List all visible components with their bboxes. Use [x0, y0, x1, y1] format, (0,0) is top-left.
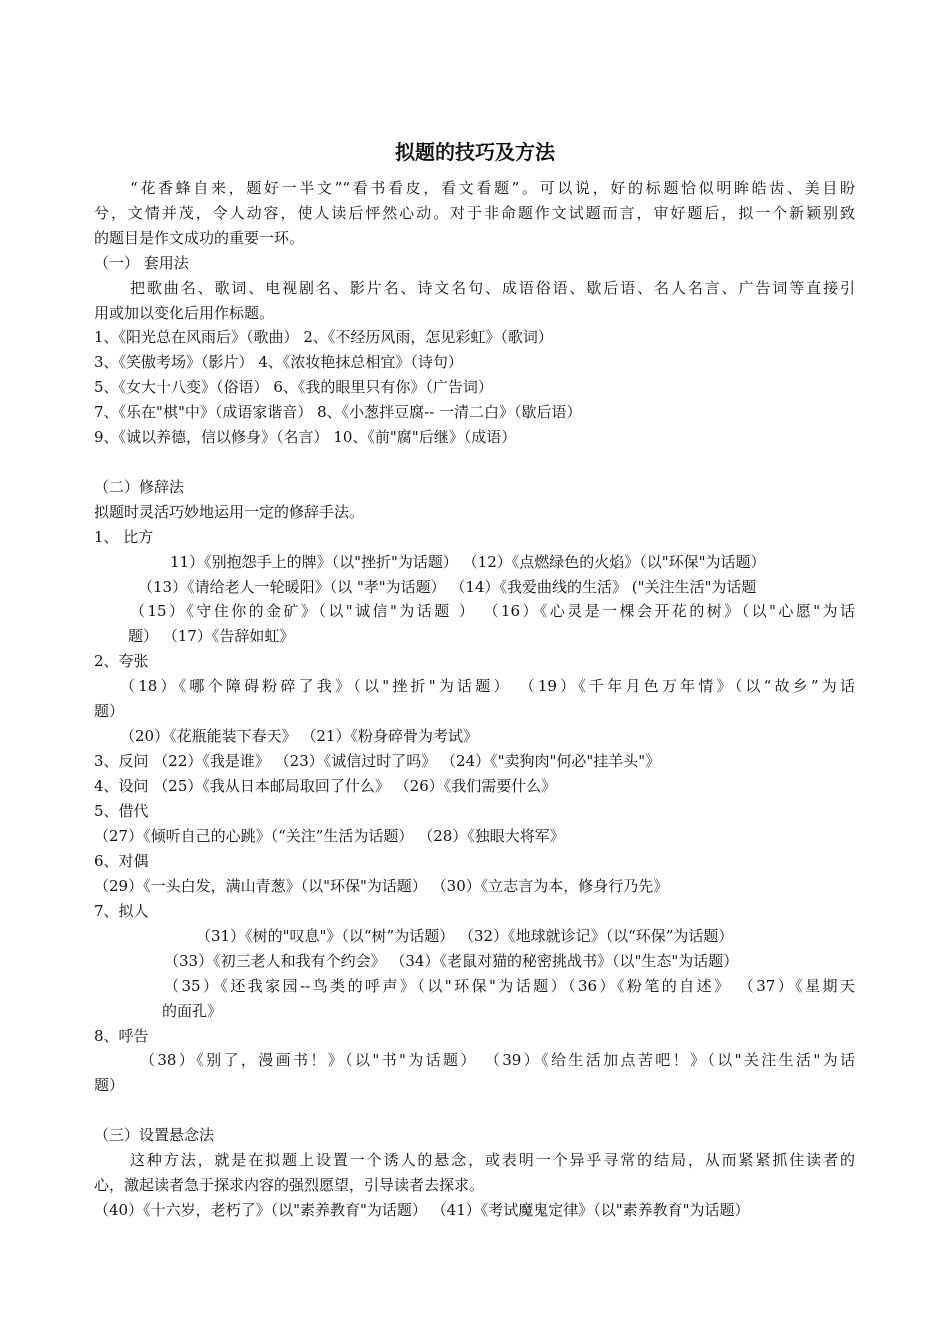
subsection-label: 6、对偶: [94, 852, 149, 870]
subsection-label: 8、呼告: [94, 1027, 149, 1045]
example-line: （15）《守住你的金矿》（以"诚信"为话题 ） （16）《心灵是一棵会开花的树》（以"心愿"为话: [130, 602, 855, 620]
subsection-label: 1、 比方: [94, 528, 154, 546]
example-line: 题）: [94, 1076, 125, 1094]
subsection-label: 2、夸张: [94, 652, 149, 670]
example-line: （31）《树的"叹息"》（以“树”为话题） （32）《地球就诊记》（以“环保”为话题）: [196, 927, 734, 945]
intro-line-3: 的题目是作文成功的重要一环。: [94, 229, 305, 247]
example-line: （35）《还我家园--鸟类的呼声》（以"环保"为话题）（36）《粉笔的自述》 （37）《星期天: [164, 977, 855, 995]
example-line: （20）《花瓶能装下春天》 （21）《粉身碎骨为考试》: [120, 727, 478, 745]
section-1-item: 5、《女大十八变》（俗语） 6、《我的眼里只有你》（广告词）: [94, 378, 493, 396]
intro-line-1: “花香蜂自来，题好一半文”“看书看皮，看文看题”。可以说，好的标题恰似明眸皓齿、美目盼: [130, 179, 855, 197]
section-3-desc-2: 心，激起读者急于探求内容的强烈愿望，引导读者去探求。: [94, 1176, 485, 1194]
example-line: （33）《初三老人和我有个约会》 （34）《老鼠对猫的秘密挑战书》（以"生态"为话题）: [164, 952, 739, 970]
section-3-heading: （三）设置悬念法: [94, 1126, 215, 1144]
example-line: （27）《倾听自己的心跳》（“关注”生活为话题） （28）《独眼大将军》: [94, 827, 565, 845]
section-1-item: 1、《阳光总在风雨后》（歌曲） 2、《不经历风雨，怎见彩虹》（歌词）: [94, 328, 553, 346]
subsection-label: 7、拟人: [94, 902, 149, 920]
example-line: 题） （17）《告辞如虹》: [128, 627, 295, 645]
example-line: （29）《一头白发，满山青葱》（以"环保"为话题） （30）《立志言为本，修身行乃先》: [94, 877, 669, 895]
section-1-item: 9、《诚以养德，信以修身》（名言） 10、《前"腐"后继》（成语）: [94, 428, 517, 446]
subsection-line: 4、设问 （25）《我从日本邮局取回了什么》 （26）《我们需要什么》: [94, 777, 557, 795]
example-line: （40）《十六岁，老朽了》（以"素养教育"为话题） （41）《考试魔鬼定律》（以"素养教育"为话题）: [94, 1201, 750, 1219]
section-2-desc: 拟题时灵活巧妙地运用一定的修辞手法。: [94, 503, 365, 521]
section-1-item: 7、《乐在"棋"中》（成语家谐音） 8、《小葱拌豆腐-- 一清二白》（歇后语）: [94, 403, 582, 421]
example-line: （13）《请给老人一轮暖阳》（以 "孝"为话题） （14）《我爱曲线的生活》 ("关注生活"为话题: [138, 578, 757, 596]
section-3-desc-1: 这种方法，就是在拟题上设置一个诱人的悬念，或表明一个异乎寻常的结局，从而紧紧抓住读者的: [130, 1151, 855, 1169]
example-line: 的面孔》: [162, 1002, 223, 1020]
example-line: （18）《哪个障碍粉碎了我》（以"挫折"为话题） （19）《千年月色万年情》（以“故乡”为话: [120, 677, 855, 695]
example-line: 题）: [94, 702, 125, 720]
section-1-desc-2: 用或加以变化后用作标题。: [94, 304, 275, 322]
subsection-label: 5、借代: [94, 802, 149, 820]
page-title: 拟题的技巧及方法: [395, 140, 555, 164]
example-line: （38）《别了，漫画书！》（以"书"为话题） （39）《给生活加点苦吧！》（以"关注生活"为话: [140, 1051, 855, 1069]
example-line: 11）《别抱怨手上的牌》（以"挫折"为话题） （12）《点燃绿色的火焰》（以"环保"为话题）: [170, 553, 766, 571]
section-1-item: 3、《笑傲考场》（影片） 4、《浓妆艳抹总相宜》（诗句）: [94, 353, 463, 371]
intro-line-2: 兮，文情并茂，令人动容，使人读后怦然心动。对于非命题作文试题而言，审好题后，拟一个新颖别致: [94, 204, 855, 222]
section-2-heading: （二）修辞法: [94, 478, 185, 496]
subsection-line: 3、反问 （22）《我是谁》 （23）《诚信过时了吗》 （24）《"卖狗肉"何必"挂羊头"》: [94, 752, 661, 770]
section-1-heading: （一） 套用法: [94, 254, 189, 272]
section-1-desc-1: 把歌曲名、歌词、电视剧名、影片名、诗文名句、成语俗语、歇后语、名人名言、广告词等直接引: [130, 279, 855, 297]
